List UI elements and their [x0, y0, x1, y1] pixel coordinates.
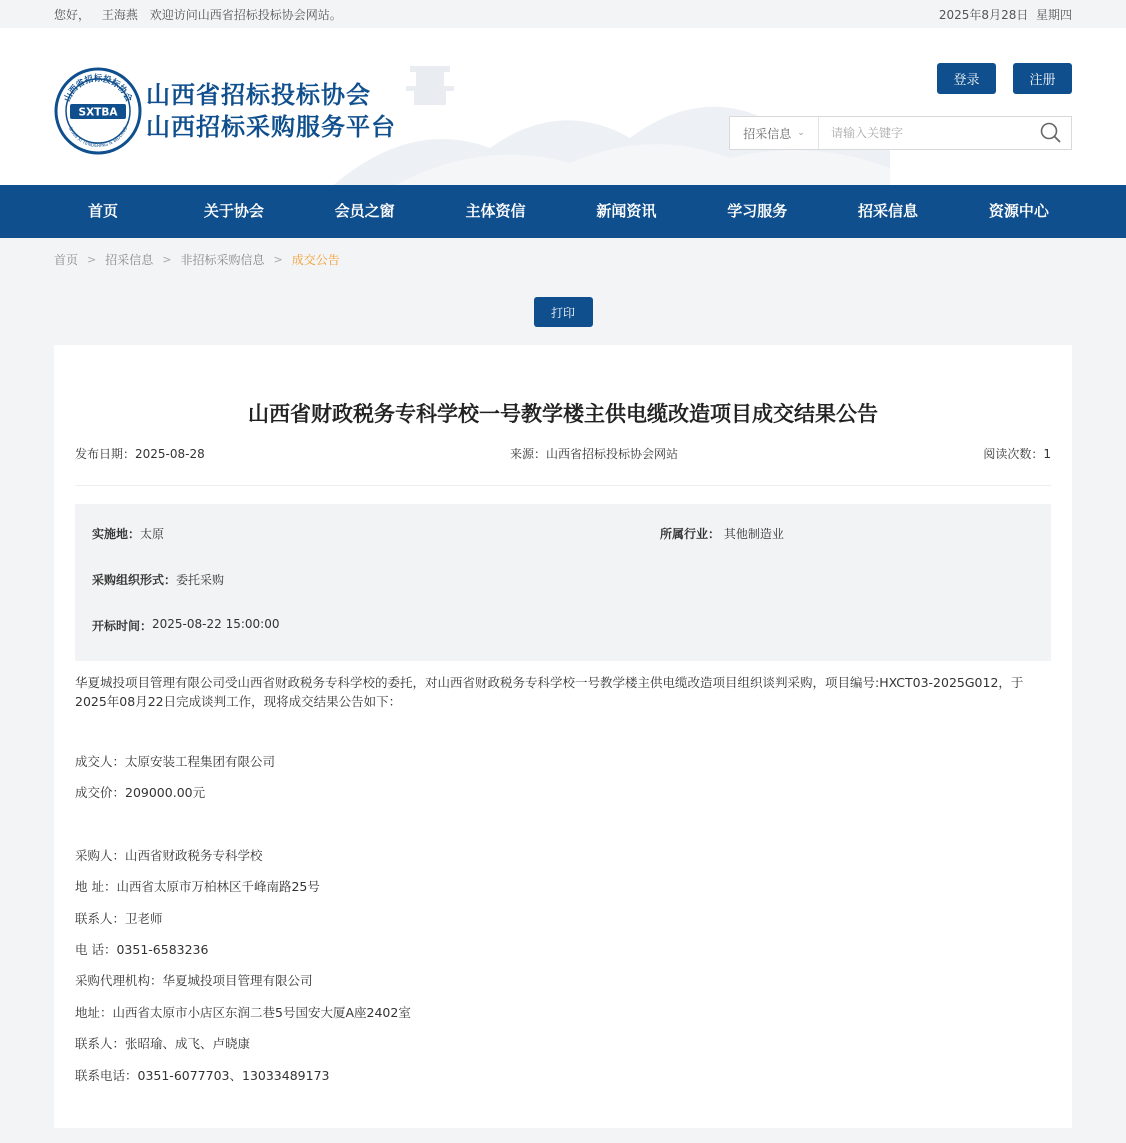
breadcrumb-home[interactable]: 首页: [54, 252, 79, 267]
article-title: 山西省财政税务专科学校一号教学楼主供电缆改造项目成交结果公告: [248, 402, 878, 426]
info-location: [92, 525, 1034, 571]
sxtba-seal-icon: [54, 67, 142, 155]
intro-paragraph: 华夏城投项目管理有限公司受山西省财政税务专科学校的委托，对山西省财政税务专科学校一号教学楼主供电缆改造项目组织谈判采购，项目编号:HXCT03-2025G012，于2025年08月22日完成谈判工作，现将成交结果公告如下：: [75, 675, 1024, 709]
breadcrumb-non-tender[interactable]: 非招标采购信息: [180, 252, 265, 267]
nav-about[interactable]: 关于协会: [203, 202, 264, 220]
username: 王海燕: [101, 7, 138, 22]
print-button[interactable]: 打印: [534, 297, 593, 327]
search-icon: [1040, 122, 1062, 144]
info-open-time: [92, 617, 1034, 663]
current-date: [939, 6, 1072, 23]
greeting: [54, 6, 350, 23]
price-line: 成交价：209000.00元: [75, 785, 206, 801]
seal-abbr: SXTBA: [78, 106, 118, 119]
breadcrumb-current: 成交公告: [291, 252, 340, 267]
nav-procurement[interactable]: 招采信息: [858, 202, 919, 220]
nav-credit[interactable]: 主体资信: [465, 202, 526, 220]
open-time-label: 开标时间：: [92, 619, 153, 633]
seal-ring-bottom: SHAN XI TENDERING & BIDDING: [66, 126, 130, 150]
nav-learning[interactable]: 学习服务: [727, 202, 788, 220]
print-area: [0, 280, 1126, 345]
login-button[interactable]: 登录: [937, 63, 996, 94]
site-name-line1: 山西省招标投标协会: [146, 81, 371, 109]
org-form-value: 委托采购: [176, 573, 225, 587]
buyer-address-line: 地 址：山西省太原市万柏林区千峰南路25号: [75, 879, 320, 895]
site-header: [0, 28, 1126, 185]
main-nav: [0, 185, 1126, 238]
divider: [75, 485, 1051, 486]
agency-contact-line: 联系人：张昭瑜、成飞、卢晓康: [75, 1036, 251, 1052]
breadcrumb-separator-icon: >: [273, 252, 283, 266]
buyer-line: 采购人：山西省财政税务专科学校: [75, 847, 263, 863]
weekday-text: 星期四: [1035, 7, 1072, 22]
nav-home[interactable]: 首页: [87, 202, 118, 220]
publish-date: 发布日期：2025-08-28: [75, 446, 205, 461]
industry-label: 所属行业：: [660, 527, 721, 541]
result-details: [75, 752, 1051, 1097]
welcome-text: 欢迎访问山西省招标投标协会网站。: [149, 7, 342, 22]
location-value: 太原: [140, 527, 165, 541]
greeting-text: 您好，: [54, 7, 91, 22]
agency-address-line: 地址：山西省太原市小店区东润二巷5号国安大厦A座2402室: [75, 1004, 411, 1020]
register-button[interactable]: 注册: [1013, 63, 1072, 94]
winner-line: 成交人：太原安装工程集团有限公司: [75, 754, 276, 769]
top-bar: [0, 0, 1126, 28]
site-name: [146, 79, 396, 143]
article-panel: [54, 345, 1072, 1128]
breadcrumb-separator-icon: >: [162, 252, 172, 266]
search-category-select[interactable]: [730, 117, 819, 149]
seal-ring-top: 山西省招标投标协会: [62, 74, 134, 104]
buyer-contact-line: 联系人：卫老师: [75, 910, 163, 926]
article-meta: [75, 443, 1051, 463]
spacer: [75, 815, 1051, 846]
site-name-line2: 山西招标采购服务平台: [146, 113, 396, 141]
industry-value: 其他制造业: [723, 527, 784, 541]
search-category-label: 招采信息: [743, 126, 792, 141]
search-input[interactable]: [819, 117, 1031, 149]
location-label: 实施地：: [92, 527, 141, 541]
org-form-label: 采购组织形式：: [92, 573, 177, 587]
info-industry: [660, 525, 784, 542]
nav-members[interactable]: 会员之窗: [334, 202, 395, 220]
breadcrumb: [54, 238, 1072, 280]
search-bar: [729, 116, 1072, 150]
nav-resources[interactable]: 资源中心: [988, 202, 1049, 220]
breadcrumb-separator-icon: >: [87, 252, 97, 266]
read-count: 阅读次数：1: [983, 446, 1051, 461]
site-logo[interactable]: [54, 67, 396, 155]
buyer-phone-line: 电 话：0351-6583236: [75, 941, 209, 957]
breadcrumb-procurement[interactable]: 招采信息: [105, 252, 154, 267]
chevron-down-icon: ⌄: [797, 128, 805, 138]
info-org-form: [92, 571, 1034, 617]
article-source: 来源：山西省招标投标协会网站: [510, 446, 679, 461]
agency-line: 采购代理机构：华夏城投项目管理有限公司: [75, 973, 313, 989]
nav-news[interactable]: 新闻资讯: [596, 202, 657, 220]
agency-phone-line: 联系电话：0351-6077703、13033489173: [75, 1067, 330, 1083]
date-text: 2025年8月28日: [938, 7, 1029, 22]
open-time-value: 2025-08-22 15:00:00: [152, 617, 280, 631]
project-info-box: [75, 504, 1051, 661]
search-button[interactable]: [1031, 117, 1071, 149]
